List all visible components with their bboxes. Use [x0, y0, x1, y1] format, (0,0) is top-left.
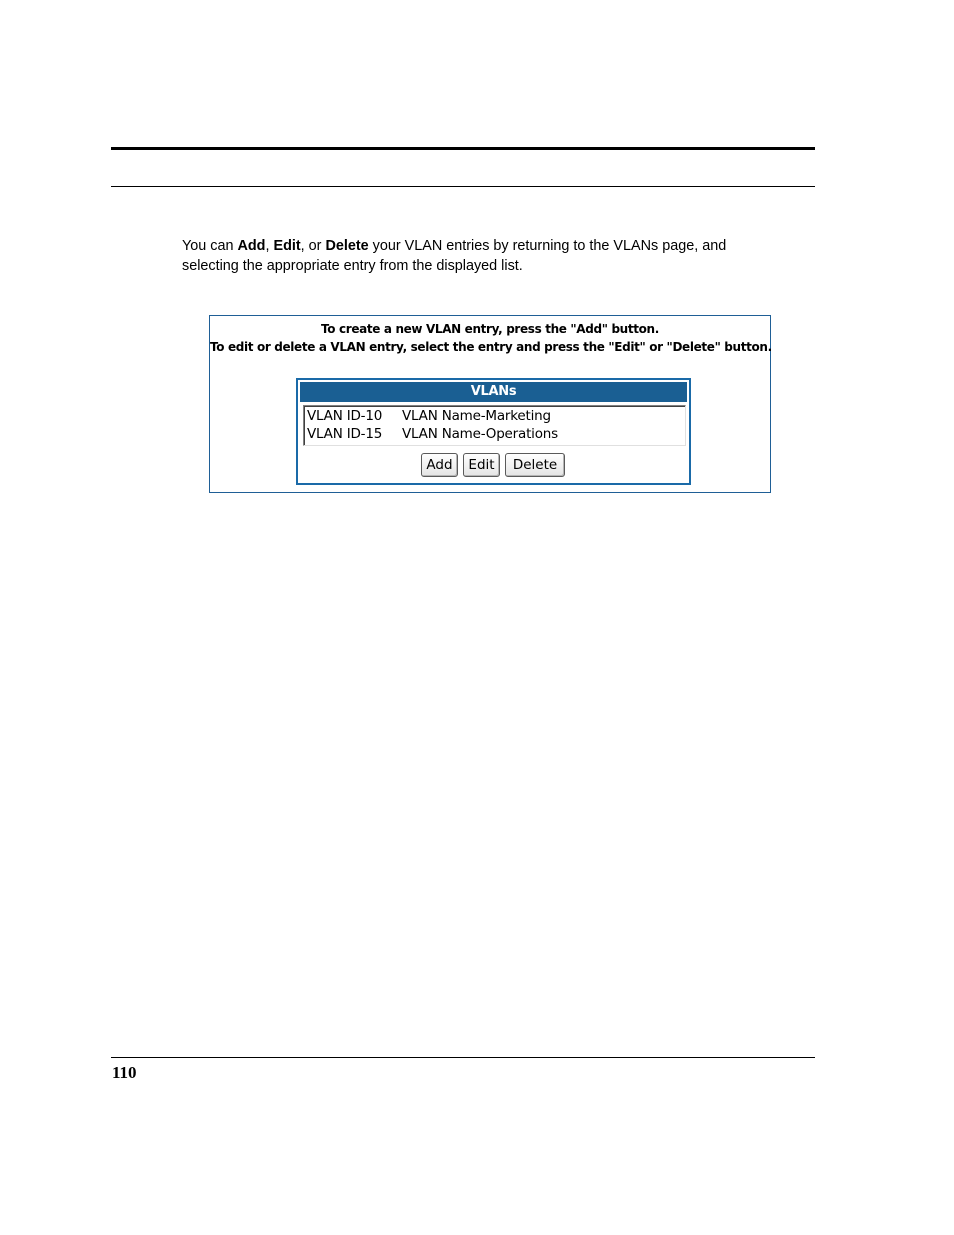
vlans-panel [296, 378, 691, 485]
add-keyword: Add [237, 238, 266, 254]
separator-1: , [265, 238, 274, 254]
intro-suffix: your VLAN entries by returning to the VLANs page, and [368, 238, 727, 254]
intro-prefix: You can [182, 238, 238, 254]
add-button[interactable]: Add [421, 453, 458, 477]
instruction-line-2: To edit or delete a VLAN entry, select the entry and press the "Edit" or "Delete" button. [210, 340, 772, 354]
vlan-screenshot-figure [209, 315, 771, 493]
vlan-id: VLAN ID-15 [307, 426, 383, 442]
instruction-line-1: To create a new VLAN entry, press the "Add" button. [321, 322, 659, 336]
header-rule-thick [111, 147, 815, 150]
vlan-list-box[interactable] [303, 405, 686, 446]
separator-2: , or [300, 238, 326, 254]
footer-rule [111, 1057, 815, 1058]
vlan-id: VLAN ID-10 [307, 408, 383, 424]
vlans-panel-title: VLANs [300, 382, 687, 402]
delete-button[interactable]: Delete [505, 453, 565, 477]
delete-keyword: Delete [325, 238, 369, 254]
edit-button[interactable]: Edit [463, 453, 500, 477]
vlan-name: VLAN Name-Marketing [402, 408, 551, 424]
header-rule-thin [111, 186, 815, 187]
page-number: 110 [112, 1063, 137, 1082]
intro-paragraph [182, 237, 802, 276]
edit-keyword: Edit [273, 238, 301, 254]
vlan-name: VLAN Name-Operations [402, 426, 558, 442]
intro-line-2: selecting the appropriate entry from the displayed list. [182, 257, 523, 274]
